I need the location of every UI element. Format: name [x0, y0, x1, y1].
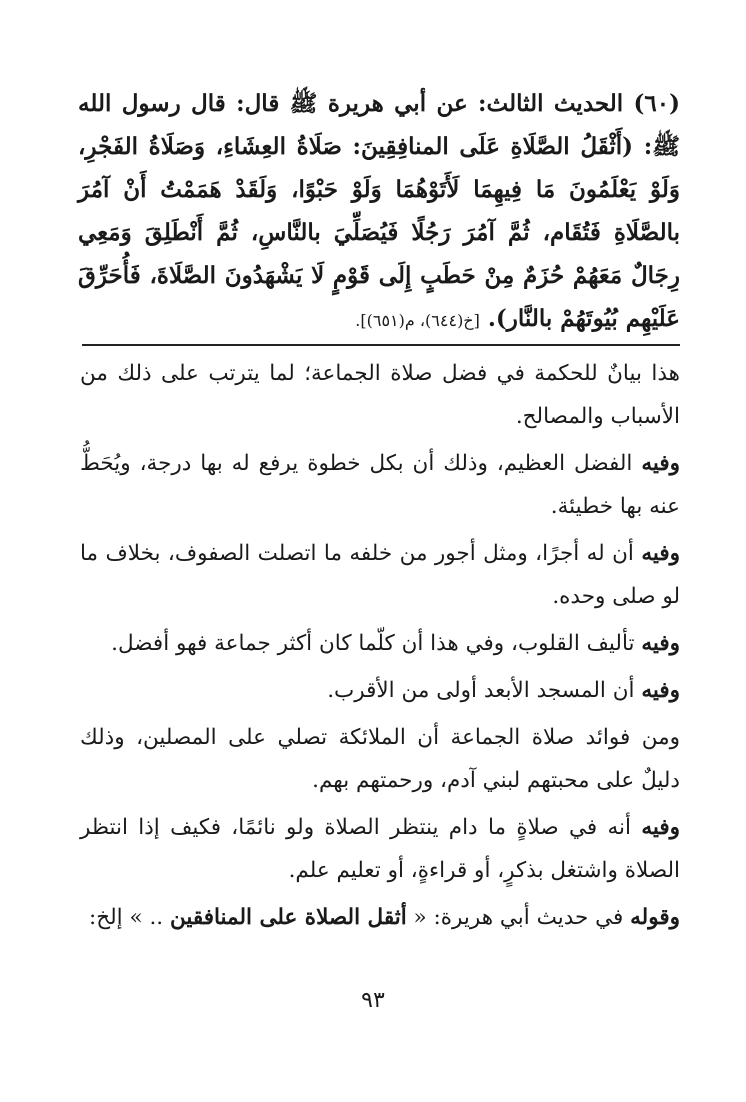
paragraph-text: أنه في صلاةٍ ما دام ينتظر الصلاة ولو نائمًا، فكيف إذا انتظر الصلاة واشتغل بذكرٍ، أو قراءةٍ، أو تعليم علم. [80, 815, 680, 883]
paragraph-text: أن المسجد الأبعد أولى من الأقرب. [327, 678, 642, 703]
paragraph-lead: وفيه [641, 451, 680, 476]
page-number: ٩٣ [361, 988, 385, 1013]
commentary-paragraph [80, 622, 680, 665]
paragraph-text: هذا بيانٌ للحكمة في فضل صلاة الجماعة؛ لما يترتب على ذلك من الأسباب والمصالح. [80, 361, 680, 429]
closing-quote: أثقل الصلاة على المنافقين [169, 905, 407, 930]
paragraph-text: الفضل العظيم، وذلك أن بكل خطوة يرفع له بها درجة، ويُحَطُّ عنه بها خطيئة. [80, 451, 680, 519]
commentary-paragraph [80, 806, 680, 892]
hadith-text: (أَثْقَلُ الصَّلَاةِ عَلَى المنافِقِينَ: صَلَاةُ العِشَاءِ، وَصَلَاةُ الفَجْرِ، وَلَوْ يَعْلَمُونَ مَا فِيهِمَا لَأَتَوْهُمَا وَلَوْ حَبْوًا، وَلَقَدْ هَمَمْتُ أَنْ آمُرَ بالصَّلَاةِ فَتُقَام، ثُمَّ آمُرَ رَجُلًا فَيُصَلِّيَ بالنَّاسِ، ثُمَّ أَنْطَلِقَ وَمَعِي رِجَالٌ مَعَهُمْ حُزَمٌ مِنْ حَطَبٍ إِلَى قَوْمٍ لَا يَشْهَدُونَ الصَّلَاةَ، فَأُحَرِّقَ عَلَيْهِم بُيُوتَهُمْ بالنَّار). [78, 133, 680, 332]
closing-text-after: .. » إلخ: [88, 905, 170, 930]
hadith-intro: (٦٠) الحديث الثالث: عن أبي هريرة ﷺ قال: قال رسول الله ﷺ: [78, 90, 680, 160]
paragraph-text: ومن فوائد صلاة الجماعة أن الملائكة تصلي على المصلين، وذلك دليلٌ على محبتهم لبني آدم، ورحمتهم بهم. [80, 725, 680, 793]
hadith-reference: [خ(٦٤٤)، م(٦٥١)]. [355, 311, 480, 330]
paragraph-lead: وفيه [641, 631, 680, 656]
commentary-block [80, 352, 680, 943]
commentary-paragraph [80, 442, 680, 528]
commentary-paragraph [80, 352, 680, 438]
hadith-block [78, 82, 680, 342]
paragraph-lead: وفيه [641, 541, 680, 566]
hadith-paragraph [78, 82, 680, 342]
paragraph-lead: وفيه [641, 815, 680, 840]
paragraph-text: أن له أجرًا، ومثل أجور من خلفه ما اتصلت الصفوف، بخلاف ما لو صلى وحده. [80, 541, 680, 609]
commentary-paragraph [80, 532, 680, 618]
commentary-paragraph [80, 716, 680, 802]
closing-lead: وقوله [630, 905, 680, 930]
closing-text-before: في حديث أبي هريرة: « [406, 905, 631, 930]
footnote-divider [82, 344, 680, 346]
paragraph-lead: وفيه [641, 678, 680, 703]
paragraph-text: تأليف القلوب، وفي هذا أن كلّما كان أكثر جماعة فهو أفضل. [111, 631, 642, 656]
closing-paragraph [80, 896, 680, 939]
commentary-paragraph [80, 669, 680, 712]
